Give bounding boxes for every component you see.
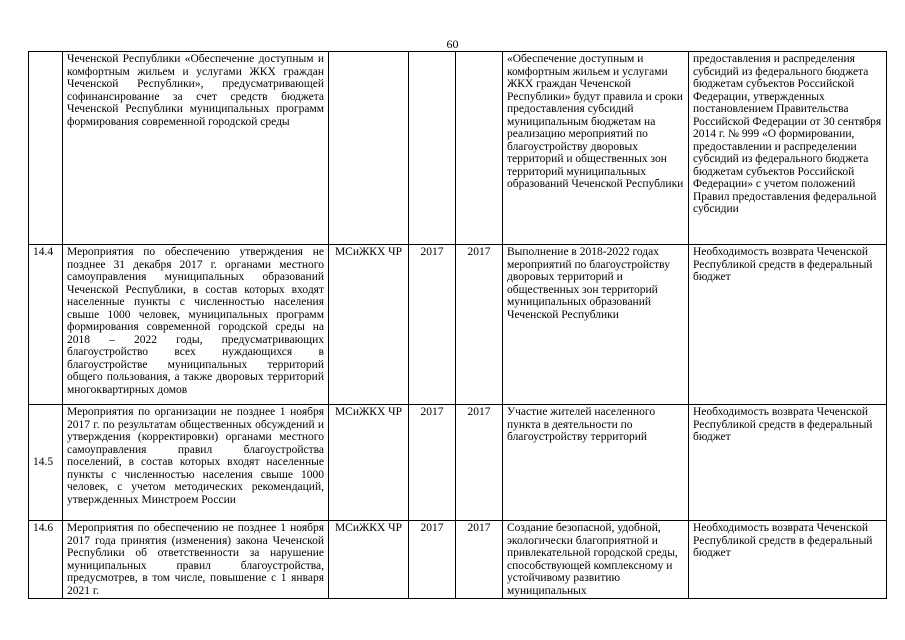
basis-note: Необходимость возврата Чеченской Республикой средств в федеральный бюджет xyxy=(689,405,887,521)
executor: МСиЖКХ ЧР xyxy=(329,521,409,599)
end-year: 2017 xyxy=(456,405,503,521)
measure-description: Мероприятия по обеспечению не позднее 1 ноября 2017 года принятия (изменения) закона Чеченской Республики об ответственности за нарушение муниципальных правил благоустройства, предусмотрев, в том числе, повышение с 1 января 2021 г. xyxy=(63,521,329,599)
measures-table xyxy=(28,51,887,599)
measure-description: Чеченской Республики «Обеспечение доступным и комфортным жильем и услугами ЖКХ граждан Чеченской Республики», предусматривающей софинансирование за счет средств бюджета Чеченской Республики муниципальных программ формирования современной городской среды xyxy=(63,52,329,245)
expected-result: Участие жителей населенного пункта в деятельности по благоустройству территорий xyxy=(503,405,689,521)
end-year: 2017 xyxy=(456,521,503,599)
executor xyxy=(329,52,409,245)
start-year: 2017 xyxy=(409,521,456,599)
executor: МСиЖКХ ЧР xyxy=(329,405,409,521)
start-year xyxy=(409,52,456,245)
end-year: 2017 xyxy=(456,245,503,405)
basis-note: Необходимость возврата Чеченской Республикой средств в федеральный бюджет xyxy=(689,245,887,405)
measure-description: Мероприятия по обеспечению утверждения не позднее 31 декабря 2017 г. органами местного самоуправления муниципальных образований Чеченской Республики, в состав которых входят населенные пункты с численностью населения свыше 1000 человек, муниципальных программ формирования современной городской среды на 2018 – 2022 годы, предусматривающих благоустройство всех нуждающихся в благоустройстве муниципальных территорий общего пользования, а также дворовых территорий многоквартирных домов xyxy=(63,245,329,405)
end-year xyxy=(456,52,503,245)
measure-description: Мероприятия по организации не позднее 1 ноября 2017 г. по результатам общественных обсуждений и утверждения (корректировки) органами местного самоуправления правил благоустройства поселений, в состав которых входят населенные пункты с численностью населения свыше 1000 человек, с учетом методических рекомендаций, утвержденных Минстроем России xyxy=(63,405,329,521)
basis-note: Необходимость возврата Чеченской Республикой средств в федеральный бюджет xyxy=(689,521,887,599)
row-number: 14.4 xyxy=(29,245,63,405)
row-number xyxy=(29,52,63,245)
start-year: 2017 xyxy=(409,405,456,521)
row-number: 14.5 xyxy=(29,405,63,521)
expected-result: Создание безопасной, удобной, экологически благоприятной и привлекательной городской среды, способствующей комплексному и устойчивому развитию муниципальных xyxy=(503,521,689,599)
expected-result: «Обеспечение доступным и комфортным жильем и услугами ЖКХ граждан Чеченской Республики» будут правила и сроки предоставления субсидий муниципальным бюджетам на реализацию мероприятий по благоустройству дворовых территорий и общественных зон территорий муниципальных образований Чеченской Республики xyxy=(503,52,689,245)
executor: МСиЖКХ ЧР xyxy=(329,245,409,405)
start-year: 2017 xyxy=(409,245,456,405)
basis-note: предоставления и распределения субсидий из федерального бюджета бюджетам субъектов Российской Федерации, утвержденных постановлением Правительства Российской Федерации от 30 сентября 2014 г. № 999 «О формировании, предоставлении и распределении субсидий из федерального бюджета бюджетам субъектов Российской Федерации» с учетом положений Правил предоставления федеральной субсидии xyxy=(689,52,887,245)
expected-result: Выполнение в 2018-2022 годах мероприятий по благоустройству дворовых территорий и общественных зон территорий муниципальных образований Чеченской Республики xyxy=(503,245,689,405)
table-row xyxy=(29,405,887,521)
page-number: 60 xyxy=(446,37,459,51)
table-row xyxy=(29,52,887,245)
row-number: 14.6 xyxy=(29,521,63,599)
table-row xyxy=(29,521,887,599)
table-row xyxy=(29,245,887,405)
